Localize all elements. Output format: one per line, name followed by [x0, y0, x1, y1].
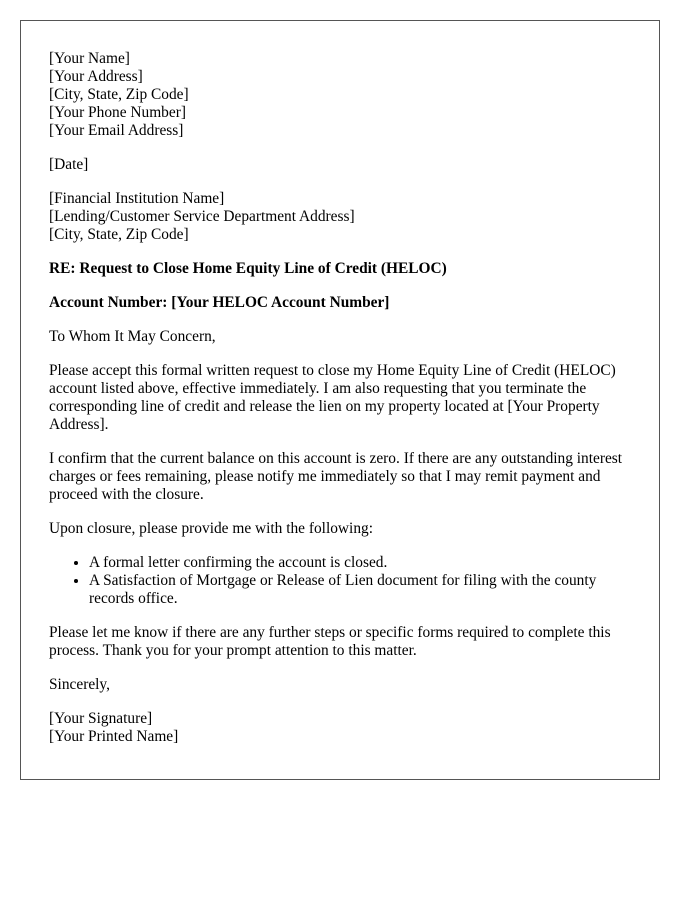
letter-page — [20, 20, 660, 780]
letter-date: [Date] — [49, 156, 89, 173]
closing-salutation: Sincerely, — [49, 676, 110, 693]
sender-city-state-zip: [City, State, Zip Code] — [49, 86, 189, 103]
body-paragraph-3: Upon closure, please provide me with the following: — [49, 520, 373, 537]
body-paragraph-1: Please accept this formal written request to close my Home Equity Line of Credit (HELOC) account listed above, effective immediately. I am also requesting that you terminate the corresponding line of credit and release the lien on my property located at [Your Property Address]. — [49, 362, 616, 433]
sender-block — [49, 50, 631, 140]
recipient-city-state-zip: [City, State, Zip Code] — [49, 226, 189, 243]
sender-address: [Your Address] — [49, 68, 143, 85]
salutation: To Whom It May Concern, — [49, 328, 216, 345]
body-paragraph-2: I confirm that the current balance on this account is zero. If there are any outstanding interest charges or fees remaining, please notify me immediately so that I may remit payment and proceed with the closure. — [49, 450, 623, 503]
sender-name: [Your Name] — [49, 50, 130, 67]
closure-documents-list — [49, 554, 631, 608]
list-item: • A Satisfaction of Mortgage or Release of Lien document for filing with the county records office. — [89, 572, 631, 608]
signature-line: [Your Signature] — [49, 710, 153, 727]
recipient-institution: [Financial Institution Name] — [49, 190, 225, 207]
recipient-block — [49, 190, 631, 244]
printed-name: [Your Printed Name] — [49, 728, 179, 745]
subject-line: RE: Request to Close Home Equity Line of Credit (HELOC) — [49, 260, 447, 277]
closing-paragraph: Please let me know if there are any further steps or specific forms required to complete this process. Thank you for your prompt attention to this matter. — [49, 624, 611, 659]
sender-phone: [Your Phone Number] — [49, 104, 186, 121]
signature-block — [49, 710, 631, 746]
account-number-line: Account Number: [Your HELOC Account Number] — [49, 294, 390, 311]
recipient-department-address: [Lending/Customer Service Department Address] — [49, 208, 355, 225]
list-item: • A formal letter confirming the account is closed. — [89, 554, 631, 572]
sender-email: [Your Email Address] — [49, 122, 184, 139]
